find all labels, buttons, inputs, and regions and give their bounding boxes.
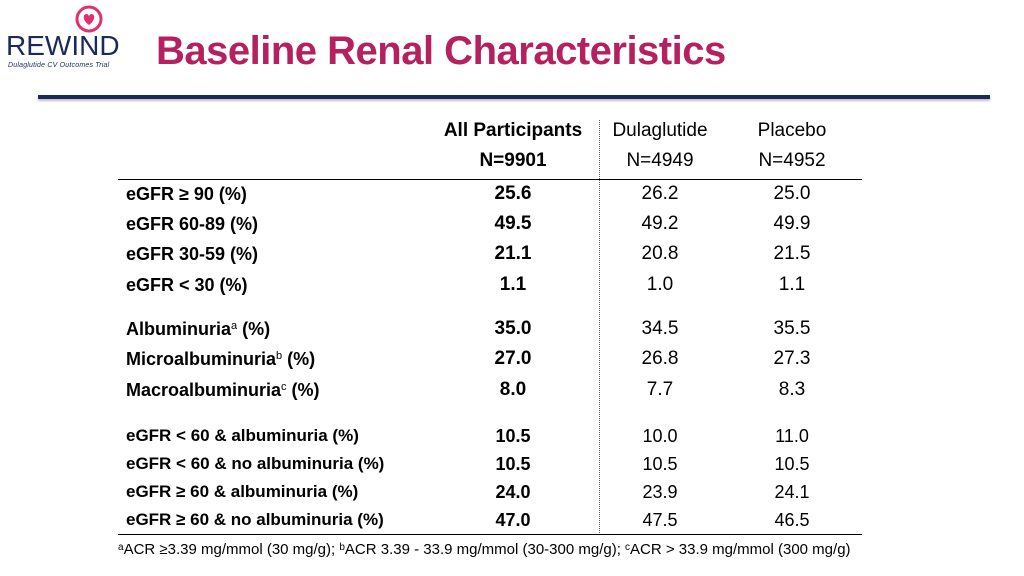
cell-dulaglutide: 49.2 (641, 213, 679, 234)
cell-placebo: 1.1 (778, 274, 806, 295)
header-bottom-rule (118, 179, 862, 180)
footnote-c-text: ACR > 33.9 mg/mmol (300 mg/g) (630, 541, 851, 558)
row-label: eGFR 60-89 (%) (126, 214, 259, 234)
header-placebo: Placebo (757, 120, 827, 141)
header-dulaglutide-n: N=4949 (626, 150, 694, 171)
cell-placebo: 21.5 (773, 243, 811, 264)
cell-all: 10.5 (495, 454, 531, 474)
footnote-mark-a: a (118, 542, 124, 553)
cell-all: 1.1 (499, 274, 527, 295)
page-title: Baseline Renal Characteristics (156, 29, 726, 73)
cell-dulaglutide: 23.9 (642, 482, 678, 502)
cell-all: 8.0 (499, 379, 527, 400)
cell-placebo: 46.5 (774, 510, 810, 530)
row-label: Macroalbuminuria$^c$ (%) (126, 380, 320, 400)
cell-placebo: 11.0 (775, 426, 809, 446)
footnote-mark-b: b (339, 542, 345, 553)
footnote-marker: c (281, 381, 287, 393)
table-bottom-rule (118, 534, 862, 535)
cell-dulaglutide: 26.2 (641, 183, 679, 204)
cell-all: 47.0 (495, 510, 531, 530)
cell-all: 35.0 (494, 318, 532, 339)
cell-placebo: 10.5 (774, 454, 810, 474)
row-label: eGFR < 60 & albuminuria (%) (126, 426, 359, 445)
footnote-marker: b (276, 350, 283, 362)
row-label: eGFR ≥ 60 & no albuminuria (%) (126, 510, 384, 529)
cell-placebo: 27.3 (773, 348, 811, 369)
row-label: eGFR < 30 (%) (126, 275, 248, 295)
cell-all: 25.6 (494, 183, 532, 204)
cell-dulaglutide: 20.8 (641, 243, 679, 264)
row-label: Microalbuminuria$^b$ (%) (126, 349, 316, 369)
cell-placebo: 8.3 (778, 379, 806, 400)
cell-placebo: 35.5 (773, 318, 811, 339)
footnote-mark-c: c (625, 542, 631, 553)
cell-dulaglutide: 10.0 (642, 426, 678, 446)
cell-all: 27.0 (494, 348, 532, 369)
row-label: Albuminuria$^a$ (%) (126, 319, 271, 339)
cell-dulaglutide: 47.5 (642, 510, 678, 530)
cell-dulaglutide: 7.7 (646, 379, 674, 400)
cell-placebo: 25.0 (773, 183, 811, 204)
row-label: eGFR ≥ 90 (%) (126, 184, 247, 204)
logo-wordmark: REWIND (6, 30, 120, 61)
cell-dulaglutide: 10.5 (642, 454, 678, 474)
header-placebo-n: N=4952 (758, 150, 826, 171)
cell-dulaglutide: 34.5 (641, 318, 679, 339)
footnote-a-text: ACR ≥3.39 mg/mmol (30 mg/g); (123, 541, 340, 558)
header-all-participants: All Participants (443, 120, 583, 141)
footnote-marker: a (231, 320, 238, 332)
header-all-participants-n: N=9901 (479, 150, 547, 171)
footnote-b-text: ACR 3.39 - 33.9 mg/mmol (30-300 mg/g); (344, 541, 626, 558)
logo-subtitle: Dulaglutide CV Outcomes Trial (8, 62, 110, 69)
header-dulaglutide: Dulaglutide (612, 120, 708, 141)
cell-dulaglutide: 26.8 (641, 348, 679, 369)
cell-placebo: 49.9 (773, 213, 811, 234)
cell-all: 21.1 (494, 243, 532, 264)
rewind-logo (6, 4, 126, 76)
cell-dulaglutide: 1.0 (646, 274, 674, 295)
cell-all: 24.0 (495, 482, 531, 502)
renal-characteristics-table (118, 110, 862, 536)
row-label: eGFR 30-59 (%) (126, 244, 259, 264)
cell-all: 49.5 (494, 213, 532, 234)
header-divider (38, 95, 990, 99)
row-label: eGFR < 60 & no albuminuria (%) (126, 454, 385, 473)
footnote (118, 540, 851, 560)
cell-all: 10.5 (495, 426, 531, 446)
row-label: eGFR ≥ 60 & albuminuria (%) (126, 482, 359, 501)
cell-placebo: 24.1 (774, 482, 810, 502)
